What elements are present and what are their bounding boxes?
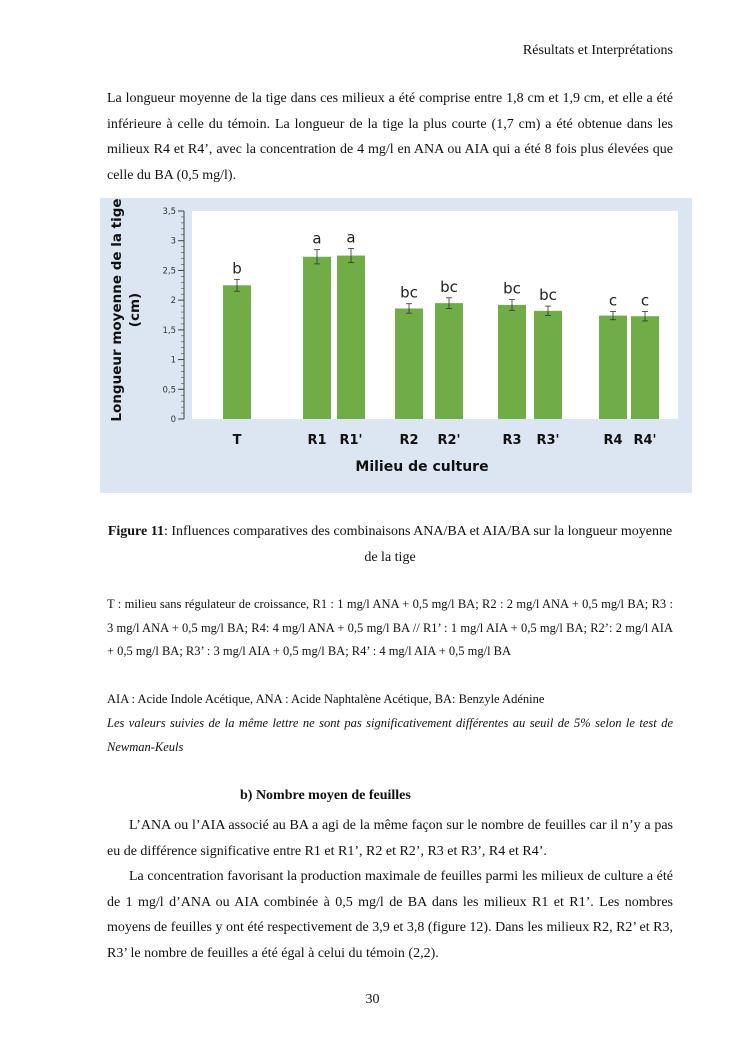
y-axis-title-unit: (cm) xyxy=(127,292,143,328)
y-tick-label: 2,5 xyxy=(162,266,176,277)
x-tick-label: R4 xyxy=(603,433,623,448)
bar xyxy=(435,303,463,419)
y-tick-label: 2 xyxy=(170,296,176,307)
y-axis-title: Longueur moyenne de la tige xyxy=(109,198,125,422)
bar xyxy=(395,308,423,419)
bar xyxy=(337,256,365,419)
y-tick-label: 1,5 xyxy=(162,325,176,336)
bar xyxy=(534,311,562,419)
bar xyxy=(631,316,659,419)
significance-letter: bc xyxy=(539,286,557,305)
x-tick-label: R2 xyxy=(399,433,419,448)
bar xyxy=(223,285,251,419)
abbreviation-legend: AIA : Acide Indole Acétique, ANA : Acide Naphtalène Acétique, BA: Benzyle Adénine xyxy=(107,692,545,706)
x-tick-label: R4' xyxy=(633,433,657,448)
bar-chart xyxy=(100,198,692,493)
y-tick-label: 0,5 xyxy=(162,385,176,396)
figure-11-chart xyxy=(100,198,692,493)
x-tick-label: R1' xyxy=(339,433,363,448)
significance-letter: bc xyxy=(440,277,458,296)
significance-letter: a xyxy=(346,228,356,247)
intro-paragraph: La longueur moyenne de la tige dans ces milieux a été comprise entre 1,8 cm et 1,9 cm, et elle a été inférieure à celle du témoin. La longueur de la tige la plus courte (1,7 cm) a été obtenue dans les milieux R4 et R4’, avec la concentration de 4 mg/l en ANA ou AIA qui a été 8 fois plus élevées que celle du BA (0,5 mg/l). xyxy=(107,91,673,183)
x-axis-title: Milieu de culture xyxy=(355,459,489,475)
y-tick-label: 3,5 xyxy=(162,207,176,217)
significance-letter: c xyxy=(608,291,618,310)
figure-label: Figure 11 xyxy=(107,524,164,539)
significance-letter: bc xyxy=(503,279,521,298)
x-tick-label: R3 xyxy=(502,433,522,448)
bar xyxy=(303,257,331,419)
x-tick-label: R2' xyxy=(437,433,461,448)
y-tick-label: 1 xyxy=(170,355,176,366)
significance-letter: bc xyxy=(400,283,418,302)
significance-letter: a xyxy=(312,229,322,248)
running-header: Résultats et Interprétations xyxy=(522,43,673,58)
section-heading: b) Nombre moyen de feuilles xyxy=(240,788,411,803)
x-tick-label: R1 xyxy=(307,433,327,448)
significance-letter: b xyxy=(232,259,242,278)
bar xyxy=(599,316,627,419)
stats-note: Les valeurs suivies de la même lettre ne sont pas significativement différentes au seuil de 5% selon le test de Newman-Keuls xyxy=(107,716,673,754)
section-paragraph-1: L’ANA ou l’AIA associé au BA a agi de la même façon sur le nombre de feuilles car il n’y a pas eu de différence significative entre R1 et R1’, R2 et R2’, R3 et R3’, R4 et R4’. xyxy=(107,818,673,859)
y-tick-label: 3 xyxy=(170,236,176,247)
treatment-legend: T : milieu sans régulateur de croissance, R1 : 1 mg/l ANA + 0,5 mg/l BA; R2 : 2 mg/l ANA + 0,5 mg/l BA; R3 : 3 mg/l ANA + 0,5 mg/l BA; R4: 4 mg/l ANA + 0,5 mg/l BA // R1’ : 1 mg/l AIA + 0,5 mg/l BA; R2’: 2 mg/l AIA + 0,5 mg/l BA; R3’ : 3 mg/l AIA + 0,5 mg/l BA; R4’ : 4 mg/l AIA + 0,5 mg/l BA xyxy=(107,597,673,658)
page-number: 30 xyxy=(365,992,380,1007)
x-tick-label: T xyxy=(232,433,242,448)
section-paragraph-2: La concentration favorisant la production maximale de feuilles parmi les milieux de culture a été de 1 mg/l d’ANA ou AIA combinée à 0,5 mg/l de BA dans les milieux R1 et R1’. Les nombres moyens de feuilles y ont été respectivement de 3,9 et 3,8 (figure 12). Dans les milieux R2, R2’ et R3, R3’ le nombre de feuilles a été égal à celui du témoin (2,2). xyxy=(107,869,673,961)
y-tick-label: 0 xyxy=(170,415,176,425)
x-tick-label: R3' xyxy=(536,433,560,448)
significance-letter: c xyxy=(640,291,650,310)
figure-caption-text: : Influences comparatives des combinaisons ANA/BA et AIA/BA sur la longueur moyenne de la tige xyxy=(163,524,673,565)
figure-caption xyxy=(107,519,673,571)
bar xyxy=(498,305,526,419)
